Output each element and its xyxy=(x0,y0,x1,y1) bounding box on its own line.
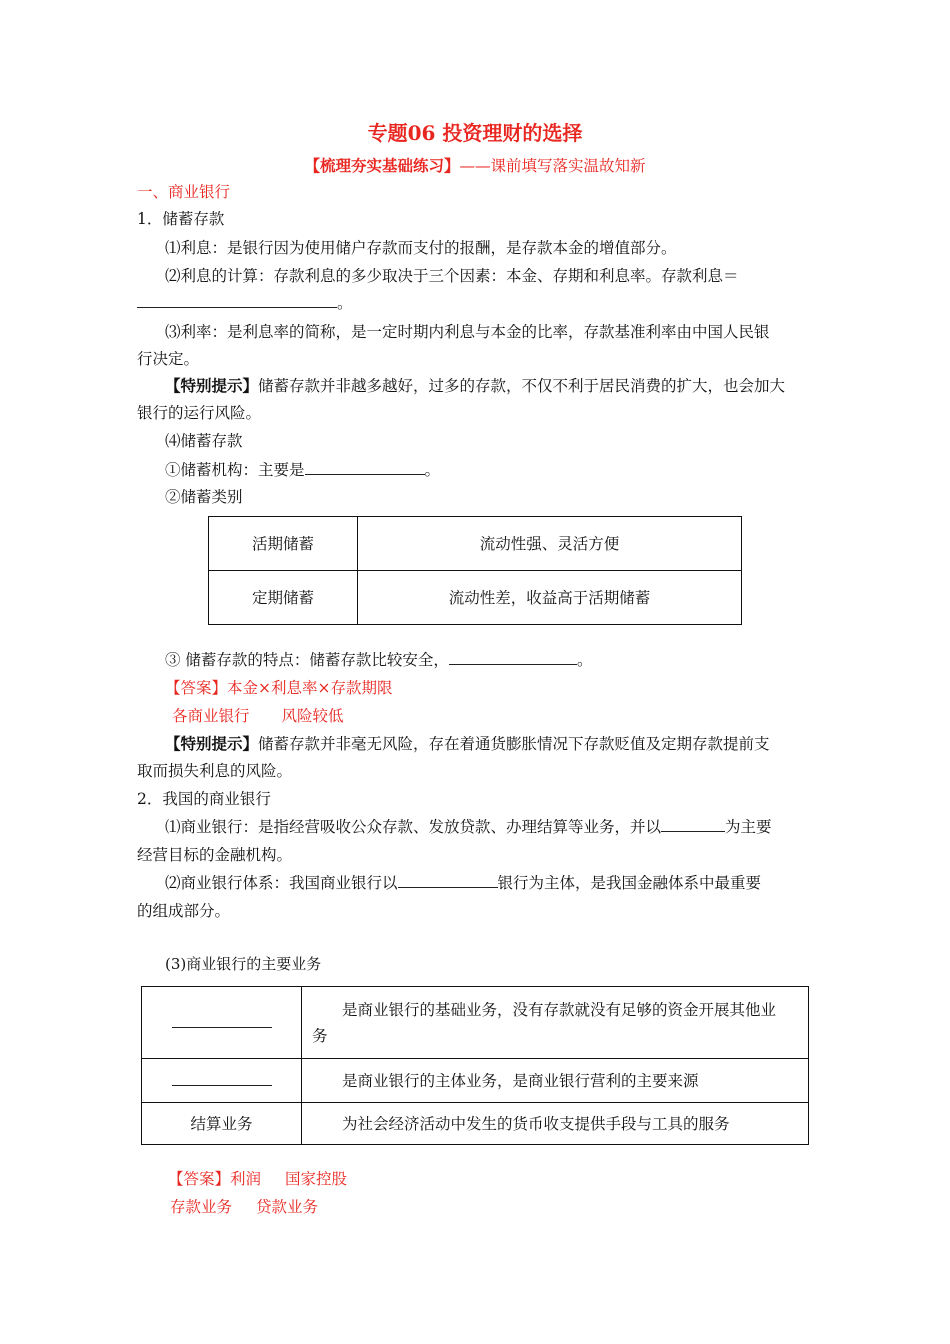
answer xyxy=(170,1196,318,1218)
table-cell: 活期储蓄 xyxy=(209,517,358,571)
special-tip xyxy=(165,733,770,755)
punctuation: 。 xyxy=(337,294,353,312)
table-cell xyxy=(142,987,302,1059)
question-text: 银行为主体，是我国金融体系中最重要 xyxy=(497,874,762,892)
paragraph: ⑶利率：是利息率的简称，是一定时期内利息与本金的比率，存款基准利率由中国人民银 xyxy=(165,323,770,341)
tip-text: 储蓄存款并非毫无风险，存在着通货膨胀情况下存款贬值及定期存款提前支 xyxy=(258,735,770,753)
fill-blank[interactable] xyxy=(172,1071,272,1086)
answer xyxy=(172,705,344,727)
fill-blank[interactable] xyxy=(305,460,425,475)
savings-type-table xyxy=(208,516,742,625)
paragraph: 的组成部分。 xyxy=(137,902,231,920)
fill-blank[interactable] xyxy=(137,293,337,308)
table-cell: 结算业务 xyxy=(142,1103,302,1145)
subtitle-bracket: 【梳理夯实基础练习】 xyxy=(304,156,460,175)
table-cell xyxy=(302,1059,809,1103)
fill-blank[interactable] xyxy=(398,873,498,888)
table-cell xyxy=(302,1103,809,1145)
answer-item: 【答案】利润 xyxy=(168,1170,262,1188)
question-text: ①储蓄机构：主要是 xyxy=(165,461,305,479)
paragraph: 行决定。 xyxy=(137,350,200,368)
page-subtitle xyxy=(0,155,950,177)
answer-item: 各商业银行 xyxy=(172,707,250,725)
page-title: 专题06 投资理财的选择 xyxy=(367,121,583,145)
question-text: ⑴商业银行：是指经营吸收公众存款、发放贷款、办理结算等业务，并以 xyxy=(165,818,662,836)
bank-business-table xyxy=(141,986,809,1145)
paragraph: (3)商业银行的主要业务 xyxy=(165,955,322,973)
tip-label: 【特别提示】 xyxy=(165,376,259,395)
section-heading: 一、商业银行 xyxy=(137,183,231,201)
table-row xyxy=(142,987,809,1059)
paragraph xyxy=(165,649,592,671)
table-cell: 流动性差，收益高于活期储蓄 xyxy=(358,571,742,625)
answer-item: 存款业务 xyxy=(170,1198,233,1216)
item-heading: 1．储蓄存款 xyxy=(137,210,225,228)
paragraph: ②储蓄类别 xyxy=(165,488,243,506)
fill-blank[interactable] xyxy=(661,817,725,832)
question-text: 为主要 xyxy=(725,818,772,836)
paragraph xyxy=(137,292,353,314)
table-row xyxy=(209,517,742,571)
table-row xyxy=(209,571,742,625)
question-text: ⑵商业银行体系：我国商业银行以 xyxy=(165,874,398,892)
paragraph: 经营目标的金融机构。 xyxy=(137,846,293,864)
answer-item: 国家控股 xyxy=(285,1170,348,1188)
tip-text: 储蓄存款并非越多越好，过多的存款，不仅不利于居民消费的扩大，也会加大 xyxy=(258,377,786,395)
paragraph xyxy=(165,872,761,894)
table-cell xyxy=(302,987,809,1059)
cell-text: 为社会经济活动中发生的货币收支提供手段与工具的服务 xyxy=(342,1114,730,1133)
cell-text: 是商业银行的主体业务，是商业银行营利的主要来源 xyxy=(342,1071,699,1090)
answer xyxy=(168,1168,347,1190)
paragraph: ⑷储蓄存款 xyxy=(165,432,243,450)
answer: 【答案】本金×利息率×存款期限 xyxy=(165,679,393,697)
table-cell xyxy=(142,1059,302,1103)
punctuation: 。 xyxy=(576,651,593,669)
fill-blank[interactable] xyxy=(172,1013,272,1028)
table-cell: 流动性强、灵活方便 xyxy=(358,517,742,571)
tip-label: 【特别提示】 xyxy=(165,734,259,753)
subtitle-rest: ——课前填写落实温故知新 xyxy=(459,157,646,175)
paragraph: ⑴利息：是银行因为使用储户存款而支付的报酬，是存款本金的增值部分。 xyxy=(165,239,677,257)
answer-item: 贷款业务 xyxy=(256,1198,319,1216)
paragraph xyxy=(165,816,772,838)
paragraph: 取而损失利息的风险。 xyxy=(137,762,293,780)
item-heading: 2．我国的商业银行 xyxy=(137,790,271,808)
table-row xyxy=(142,1103,809,1145)
special-tip xyxy=(165,375,785,397)
punctuation: 。 xyxy=(424,461,441,479)
paragraph: ⑵利息的计算：存款利息的多少取决于三个因素：本金、存期和利息率。存款利息＝ xyxy=(165,267,739,285)
fill-blank[interactable] xyxy=(449,650,577,665)
table-cell: 定期储蓄 xyxy=(209,571,358,625)
question-text: ③ 储蓄存款的特点：储蓄存款比较安全， xyxy=(165,651,449,669)
answer-item: 风险较低 xyxy=(281,707,344,725)
table-row xyxy=(142,1059,809,1103)
paragraph xyxy=(165,459,440,481)
cell-text: 是商业银行的基础业务，没有存款就没有足够的资金开展其他业 xyxy=(342,1000,777,1019)
cell-text: 务 xyxy=(312,1026,328,1045)
paragraph: 银行的运行风险。 xyxy=(137,404,262,422)
